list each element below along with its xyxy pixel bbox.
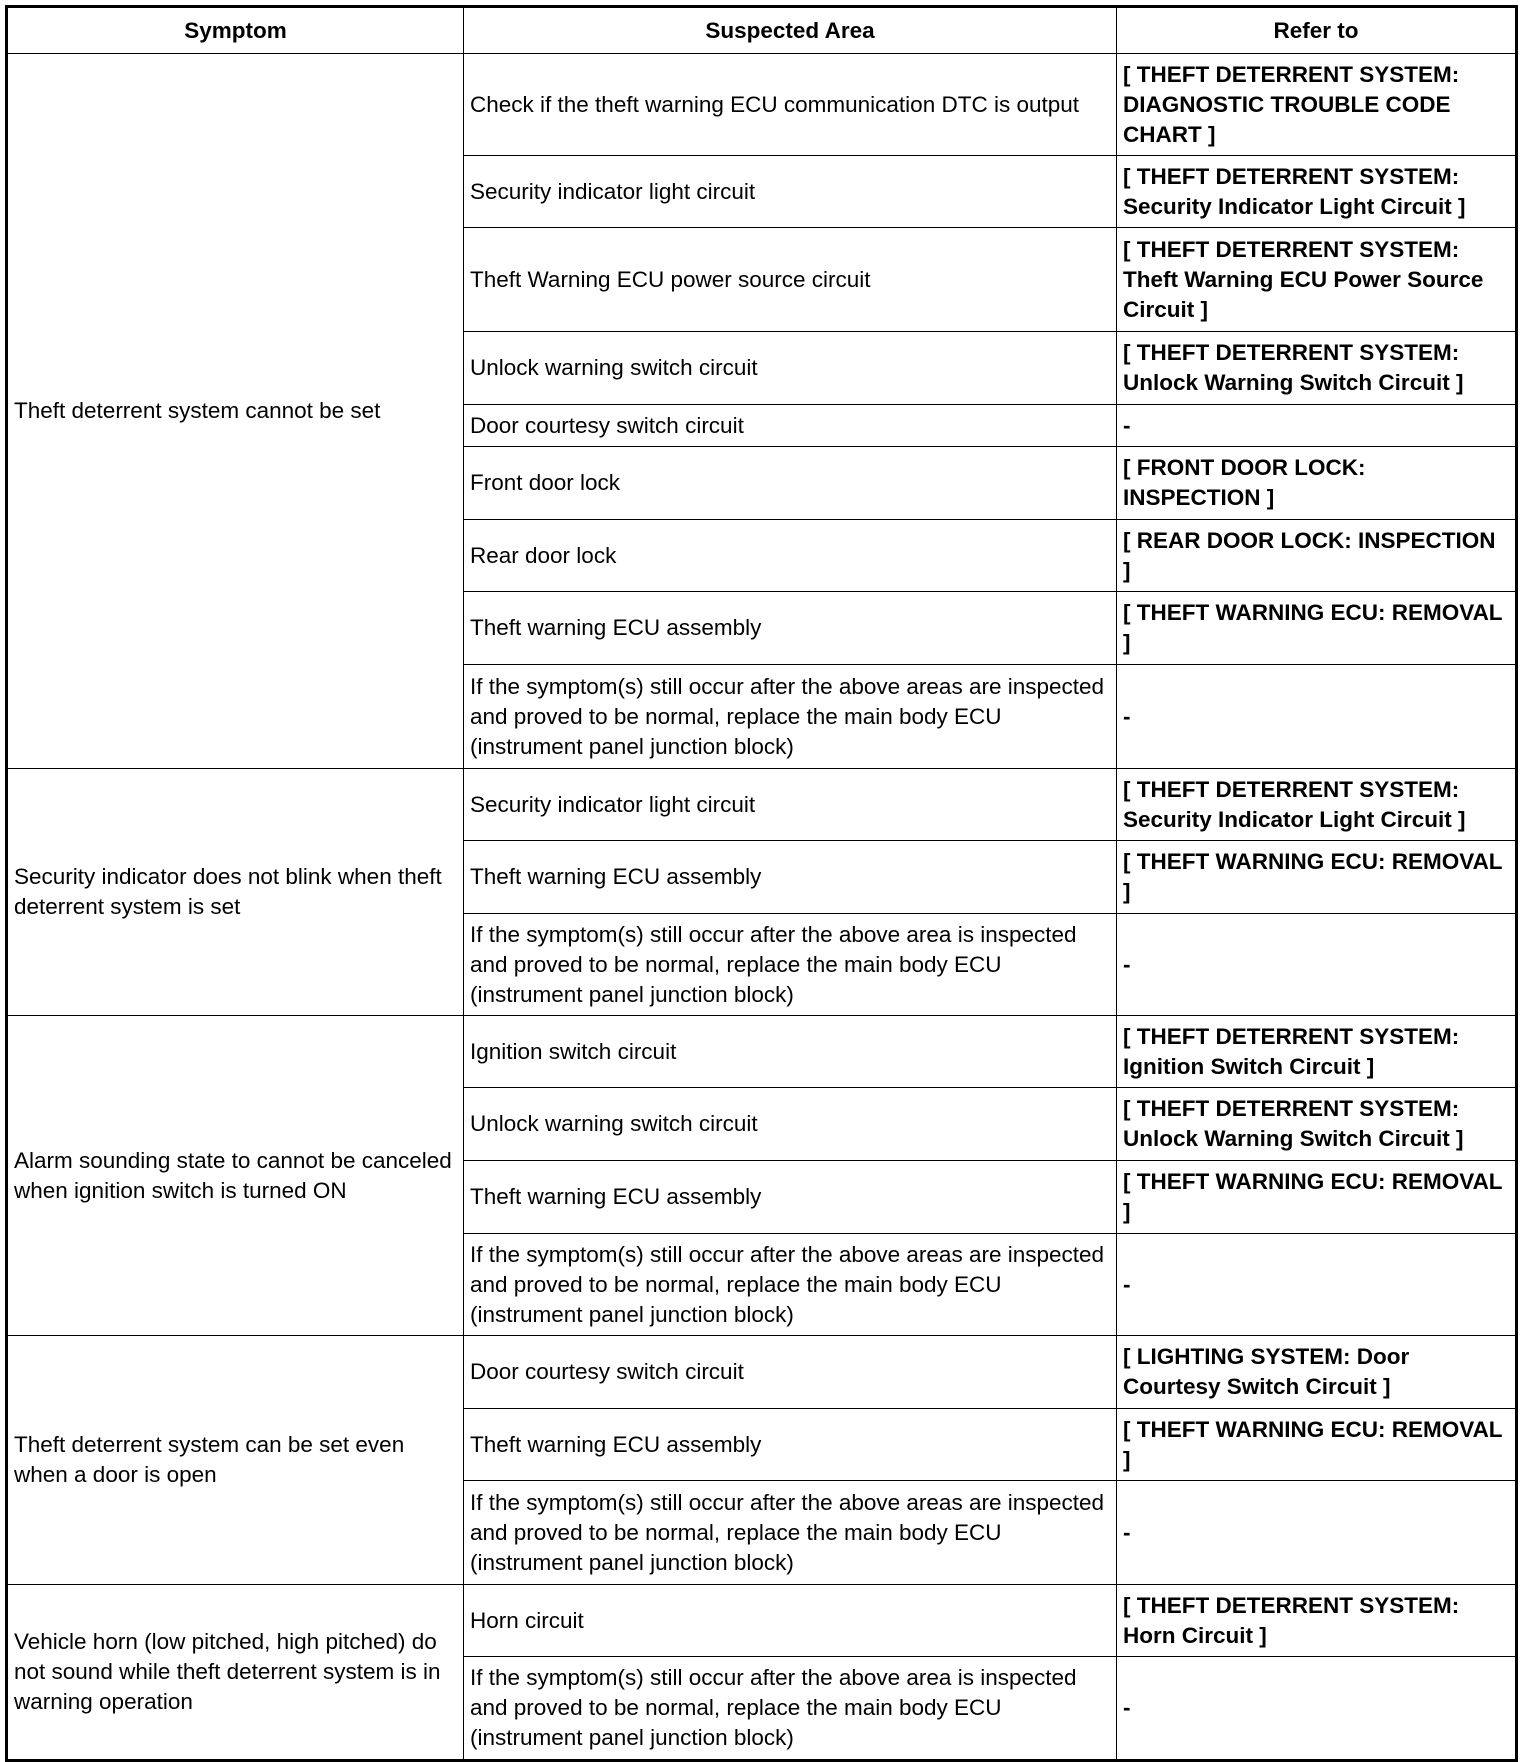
header-suspected-area: Suspected Area — [464, 7, 1117, 54]
suspected-area-cell: Front door lock — [464, 447, 1117, 520]
symptom-cell: Theft deterrent system can be set even when a door is open — [7, 1336, 464, 1585]
suspected-area-cell: Unlock warning switch circuit — [464, 332, 1117, 405]
refer-to-link[interactable]: [ THEFT DETERRENT SYSTEM: Ignition Switch Circuit ] — [1117, 1016, 1517, 1088]
refer-to-link: - — [1117, 914, 1517, 1016]
refer-to-link[interactable]: [ THEFT DETERRENT SYSTEM: Unlock Warning Switch Circuit ] — [1117, 1088, 1517, 1161]
suspected-area-cell: Security indicator light circuit — [464, 156, 1117, 228]
suspected-area-cell: Unlock warning switch circuit — [464, 1088, 1117, 1161]
symptom-cell: Security indicator does not blink when theft deterrent system is set — [7, 769, 464, 1016]
refer-to-link[interactable]: [ FRONT DOOR LOCK: INSPECTION ] — [1117, 447, 1517, 520]
table-row — [7, 1336, 1517, 1409]
table-row — [7, 769, 1517, 841]
header-row — [7, 7, 1517, 54]
suspected-area-cell: If the symptom(s) still occur after the above areas are inspected and proved to be normal, replace the main body ECU (instrument panel junction block) — [464, 665, 1117, 769]
suspected-area-cell: If the symptom(s) still occur after the above areas are inspected and proved to be normal, replace the main body ECU (instrument panel junction block) — [464, 1234, 1117, 1336]
header-symptom: Symptom — [7, 7, 464, 54]
refer-to-link[interactable]: [ THEFT DETERRENT SYSTEM: Unlock Warning Switch Circuit ] — [1117, 332, 1517, 405]
refer-to-link: - — [1117, 665, 1517, 769]
suspected-area-cell: Check if the theft warning ECU communication DTC is output — [464, 54, 1117, 156]
suspected-area-cell: If the symptom(s) still occur after the above area is inspected and proved to be normal, replace the main body ECU (instrument panel junction block) — [464, 914, 1117, 1016]
refer-to-link: - — [1117, 1657, 1517, 1761]
suspected-area-cell: Rear door lock — [464, 520, 1117, 592]
refer-to-link[interactable]: [ THEFT DETERRENT SYSTEM: Horn Circuit ] — [1117, 1585, 1517, 1657]
suspected-area-cell: Theft warning ECU assembly — [464, 1409, 1117, 1481]
suspected-area-cell: Theft warning ECU assembly — [464, 592, 1117, 665]
refer-to-link[interactable]: [ THEFT DETERRENT SYSTEM: DIAGNOSTIC TROUBLE CODE CHART ] — [1117, 54, 1517, 156]
refer-to-link[interactable]: [ THEFT DETERRENT SYSTEM: Security Indicator Light Circuit ] — [1117, 156, 1517, 228]
refer-to-link: - — [1117, 1481, 1517, 1585]
symptom-table — [5, 5, 1518, 1762]
suspected-area-cell: Door courtesy switch circuit — [464, 405, 1117, 447]
refer-to-link[interactable]: [ THEFT WARNING ECU: REMOVAL ] — [1117, 1409, 1517, 1481]
table-row — [7, 54, 1517, 156]
suspected-area-cell: If the symptom(s) still occur after the above areas are inspected and proved to be normal, replace the main body ECU (instrument panel junction block) — [464, 1481, 1117, 1585]
refer-to-link[interactable]: [ THEFT DETERRENT SYSTEM: Theft Warning ECU Power Source Circuit ] — [1117, 228, 1517, 332]
refer-to-link[interactable]: [ THEFT WARNING ECU: REMOVAL ] — [1117, 841, 1517, 914]
symptom-cell: Alarm sounding state to cannot be canceled when ignition switch is turned ON — [7, 1016, 464, 1336]
refer-to-link[interactable]: [ THEFT WARNING ECU: REMOVAL ] — [1117, 1161, 1517, 1234]
suspected-area-cell: Ignition switch circuit — [464, 1016, 1117, 1088]
refer-to-link[interactable]: [ THEFT DETERRENT SYSTEM: Security Indicator Light Circuit ] — [1117, 769, 1517, 841]
refer-to-link: - — [1117, 405, 1517, 447]
suspected-area-cell: Door courtesy switch circuit — [464, 1336, 1117, 1409]
suspected-area-cell: Theft warning ECU assembly — [464, 841, 1117, 914]
symptom-cell: Theft deterrent system cannot be set — [7, 54, 464, 769]
refer-to-link: - — [1117, 1234, 1517, 1336]
suspected-area-cell: If the symptom(s) still occur after the above area is inspected and proved to be normal, replace the main body ECU (instrument panel junction block) — [464, 1657, 1117, 1761]
refer-to-link[interactable]: [ LIGHTING SYSTEM: Door Courtesy Switch Circuit ] — [1117, 1336, 1517, 1409]
table-row — [7, 1016, 1517, 1088]
suspected-area-cell: Horn circuit — [464, 1585, 1117, 1657]
table-row — [7, 1585, 1517, 1657]
refer-to-link[interactable]: [ THEFT WARNING ECU: REMOVAL ] — [1117, 592, 1517, 665]
header-refer-to: Refer to — [1117, 7, 1517, 54]
suspected-area-cell: Theft Warning ECU power source circuit — [464, 228, 1117, 332]
symptom-cell: Vehicle horn (low pitched, high pitched) do not sound while theft deterrent system is in warning operation — [7, 1585, 464, 1761]
suspected-area-cell: Security indicator light circuit — [464, 769, 1117, 841]
suspected-area-cell: Theft warning ECU assembly — [464, 1161, 1117, 1234]
refer-to-link[interactable]: [ REAR DOOR LOCK: INSPECTION ] — [1117, 520, 1517, 592]
